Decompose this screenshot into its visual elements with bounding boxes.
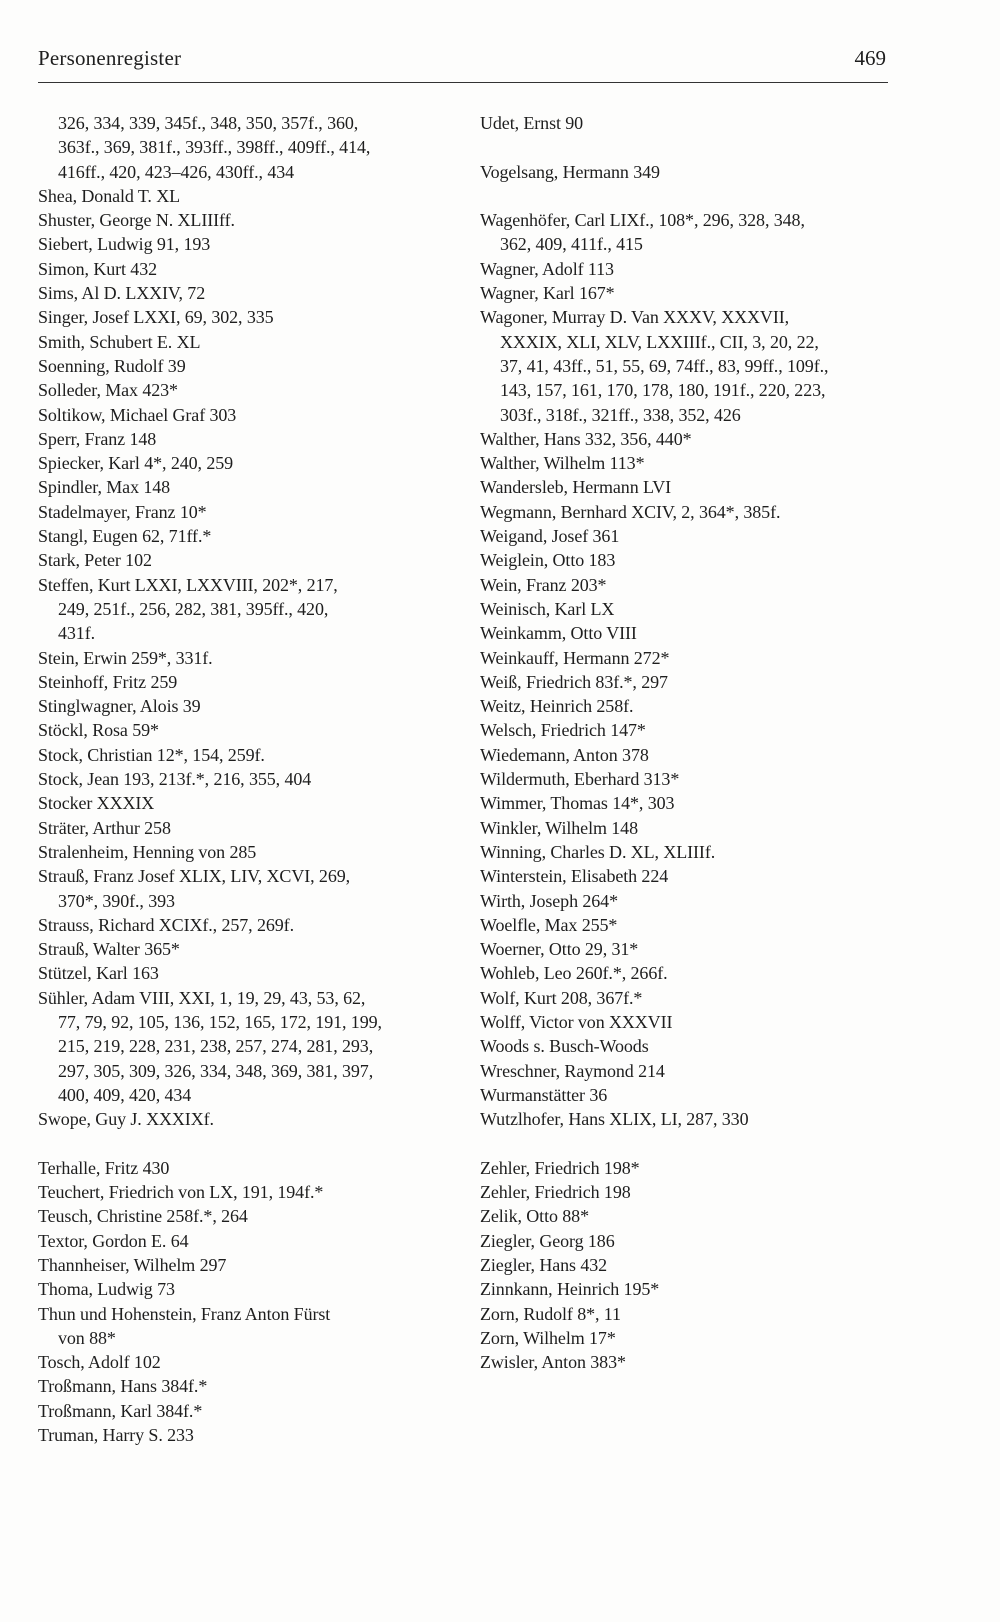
index-entry: Swope, Guy J. XXXIXf. xyxy=(38,1109,214,1130)
index-entry: Wimmer, Thomas 14*, 303 xyxy=(480,793,675,814)
index-entry: Stock, Christian 12*, 154, 259f. xyxy=(38,744,265,765)
index-entry-continuation: von 88* xyxy=(58,1327,116,1348)
index-entry: Weigand, Josef 361 xyxy=(480,526,620,547)
index-entry: Wurmanstätter 36 xyxy=(480,1084,608,1105)
index-entry: Wutzlhofer, Hans XLIX, LI, 287, 330 xyxy=(480,1109,749,1130)
index-entry: Stinglwagner, Alois 39 xyxy=(38,696,201,717)
index-entry: Shuster, George N. XLIIIff. xyxy=(38,210,235,231)
index-entry: Woelfle, Max 255* xyxy=(480,914,618,935)
index-entry: Stocker XXXIX xyxy=(38,793,155,814)
index-entry-continuation: 431f. xyxy=(58,623,95,644)
index-entry: Steinhoff, Fritz 259 xyxy=(38,671,178,692)
index-entry: Wagner, Adolf 113 xyxy=(480,258,614,279)
index-entry: Strauss, Richard XCIXf., 257, 269f. xyxy=(38,914,294,935)
index-entry-continuation: 400, 409, 420, 434 xyxy=(58,1084,192,1105)
index-entry: Sperr, Franz 148 xyxy=(38,428,157,449)
index-entry: Troßmann, Hans 384f.* xyxy=(38,1376,208,1397)
index-entry: Teuchert, Friedrich von LX, 191, 194f.* xyxy=(38,1182,324,1203)
index-entry: Stöckl, Rosa 59* xyxy=(38,720,159,741)
index-entry: Weinisch, Karl LX xyxy=(480,598,615,619)
index-entry-continuation: XXXIX, XLI, XLV, LXXIIIf., CII, 3, 20, 22, xyxy=(500,331,819,352)
index-entry: Wagenhöfer, Carl LIXf., 108*, 296, 328, 348, xyxy=(480,210,805,231)
index-entry: Steffen, Kurt LXXI, LXXVIII, 202*, 217, xyxy=(38,574,338,595)
letter-section-gap xyxy=(38,1131,458,1155)
index-entry: Wolf, Kurt 208, 367f.* xyxy=(480,987,643,1008)
index-entry: Stadelmayer, Franz 10* xyxy=(38,501,207,522)
index-entry: Zinnkann, Heinrich 195* xyxy=(480,1279,660,1300)
index-entry: Zehler, Friedrich 198* xyxy=(480,1157,640,1178)
index-entry: Walther, Wilhelm 113* xyxy=(480,453,645,474)
index-entry: Soenning, Rudolf 39 xyxy=(38,355,186,376)
index-entry: Sträter, Arthur 258 xyxy=(38,817,171,838)
index-entry: Weinkauff, Hermann 272* xyxy=(480,647,670,668)
index-entry: Teusch, Christine 258f.*, 264 xyxy=(38,1206,248,1227)
index-entry: Woods s. Busch-Woods xyxy=(480,1036,649,1057)
index-entry: Sims, Al D. LXXIV, 72 xyxy=(38,283,206,304)
index-entry-continuation: 297, 305, 309, 326, 334, 348, 369, 381, 397, xyxy=(58,1060,374,1081)
index-entry-continuation: 143, 157, 161, 170, 178, 180, 191f., 220, 223, xyxy=(500,380,826,401)
index-entry: Stangl, Eugen 62, 71ff.* xyxy=(38,526,212,547)
index-entry: Stralenheim, Henning von 285 xyxy=(38,841,257,862)
index-entry: Wohleb, Leo 260f.*, 266f. xyxy=(480,963,668,984)
index-entry: Solleder, Max 423* xyxy=(38,380,178,401)
index-entry: Simon, Kurt 432 xyxy=(38,258,158,279)
index-entry: Winning, Charles D. XL, XLIIIf. xyxy=(480,841,716,862)
index-entry: Thun und Hohenstein, Franz Anton Fürst xyxy=(38,1303,331,1324)
index-entry: Weitz, Heinrich 258f. xyxy=(480,696,634,717)
index-entry: Stützel, Karl 163 xyxy=(38,963,159,984)
index-entry: Wildermuth, Eberhard 313* xyxy=(480,769,680,790)
index-entry: Weinkamm, Otto VIII xyxy=(480,623,637,644)
index-entry-continuation: 362, 409, 411f., 415 xyxy=(500,234,643,255)
index-entry-continuation: 215, 219, 228, 231, 238, 257, 274, 281, 293, xyxy=(58,1036,374,1057)
index-entry: Zelik, Otto 88* xyxy=(480,1206,589,1227)
index-entry: Spindler, Max 148 xyxy=(38,477,171,498)
index-column-right xyxy=(480,111,900,1374)
index-entry: Wolff, Victor von XXXVII xyxy=(480,1011,673,1032)
index-entry: Weiß, Friedrich 83f.*, 297 xyxy=(480,671,668,692)
index-entry: Stein, Erwin 259*, 331f. xyxy=(38,647,213,668)
index-entry: Zorn, Wilhelm 17* xyxy=(480,1327,616,1348)
index-entry: Strauß, Walter 365* xyxy=(38,939,180,960)
index-entry: Woerner, Otto 29, 31* xyxy=(480,939,639,960)
index-entry: Wiedemann, Anton 378 xyxy=(480,744,649,765)
index-entry: Smith, Schubert E. XL xyxy=(38,331,201,352)
index-entry: Vogelsang, Hermann 349 xyxy=(480,161,660,182)
index-entry: Spiecker, Karl 4*, 240, 259 xyxy=(38,453,234,474)
index-entry: Ziegler, Georg 186 xyxy=(480,1230,615,1251)
index-entry: Wagoner, Murray D. Van XXXV, XXXVII, xyxy=(480,307,790,328)
index-entry: Weiglein, Otto 183 xyxy=(480,550,616,571)
index-entry: Truman, Harry S. 233 xyxy=(38,1425,194,1446)
index-entry: Walther, Hans 332, 356, 440* xyxy=(480,428,692,449)
index-entry: Zwisler, Anton 383* xyxy=(480,1352,626,1373)
page-title: Personenregister xyxy=(38,46,182,70)
index-entry: Strauß, Franz Josef XLIX, LIV, XCVI, 269, xyxy=(38,866,351,887)
index-entry-continuation: 370*, 390f., 393 xyxy=(58,890,175,911)
index-entry: Wein, Franz 203* xyxy=(480,574,607,595)
index-entry: Winkler, Wilhelm 148 xyxy=(480,817,638,838)
index-entry: Welsch, Friedrich 147* xyxy=(480,720,646,741)
index-entry: Textor, Gordon E. 64 xyxy=(38,1230,189,1251)
index-entry: Thannheiser, Wilhelm 297 xyxy=(38,1254,227,1275)
index-entry: Winterstein, Elisabeth 224 xyxy=(480,866,669,887)
letter-section-gap xyxy=(480,184,900,208)
index-entry: Wegmann, Bernhard XCIV, 2, 364*, 385f. xyxy=(480,501,781,522)
index-entry: Zehler, Friedrich 198 xyxy=(480,1182,631,1203)
index-entry: Siebert, Ludwig 91, 193 xyxy=(38,234,211,255)
index-entry: Thoma, Ludwig 73 xyxy=(38,1279,175,1300)
page-number: 469 xyxy=(854,46,886,70)
index-entry: Terhalle, Fritz 430 xyxy=(38,1157,170,1178)
index-entry: Wandersleb, Hermann LVI xyxy=(480,477,672,498)
index-entry: Stock, Jean 193, 213f.*, 216, 355, 404 xyxy=(38,769,312,790)
index-entry: Udet, Ernst 90 xyxy=(480,113,584,133)
index-entry-continuation: 37, 41, 43ff., 51, 55, 69, 74ff., 83, 99ff., 109f., xyxy=(500,355,829,376)
index-entry: Wirth, Joseph 264* xyxy=(480,890,618,911)
index-entry-continuation: 363f., 369, 381f., 393ff., 398ff., 409ff., 414, xyxy=(58,137,371,158)
index-entry: Stark, Peter 102 xyxy=(38,550,152,571)
index-column-left xyxy=(38,111,458,1447)
letter-section-gap xyxy=(480,1131,900,1155)
page-header xyxy=(38,46,888,83)
index-entry: Shea, Donald T. XL xyxy=(38,185,181,206)
index-entry: Tosch, Adolf 102 xyxy=(38,1352,161,1373)
index-entry-continuation: 303f., 318f., 321ff., 338, 352, 426 xyxy=(500,404,741,425)
index-entry-continuation: 249, 251f., 256, 282, 381, 395ff., 420, xyxy=(58,598,329,619)
index-entry: Soltikow, Michael Graf 303 xyxy=(38,404,237,425)
index-entry: Singer, Josef LXXI, 69, 302, 335 xyxy=(38,307,274,328)
index-entry-continuation: 416ff., 420, 423–426, 430ff., 434 xyxy=(58,161,295,182)
index-entry: Wagner, Karl 167* xyxy=(480,283,615,304)
index-entry-continuation: 326, 334, 339, 345f., 348, 350, 357f., 360, xyxy=(58,113,359,133)
index-entry: Wreschner, Raymond 214 xyxy=(480,1060,665,1081)
index-entry: Sühler, Adam VIII, XXI, 1, 19, 29, 43, 53, 62, xyxy=(38,987,366,1008)
index-entry: Ziegler, Hans 432 xyxy=(480,1254,608,1275)
index-entry-continuation: 77, 79, 92, 105, 136, 152, 165, 172, 191, 199, xyxy=(58,1011,382,1032)
index-entry: Zorn, Rudolf 8*, 11 xyxy=(480,1303,621,1324)
index-entry: Troßmann, Karl 384f.* xyxy=(38,1400,203,1421)
letter-section-gap xyxy=(480,135,900,159)
